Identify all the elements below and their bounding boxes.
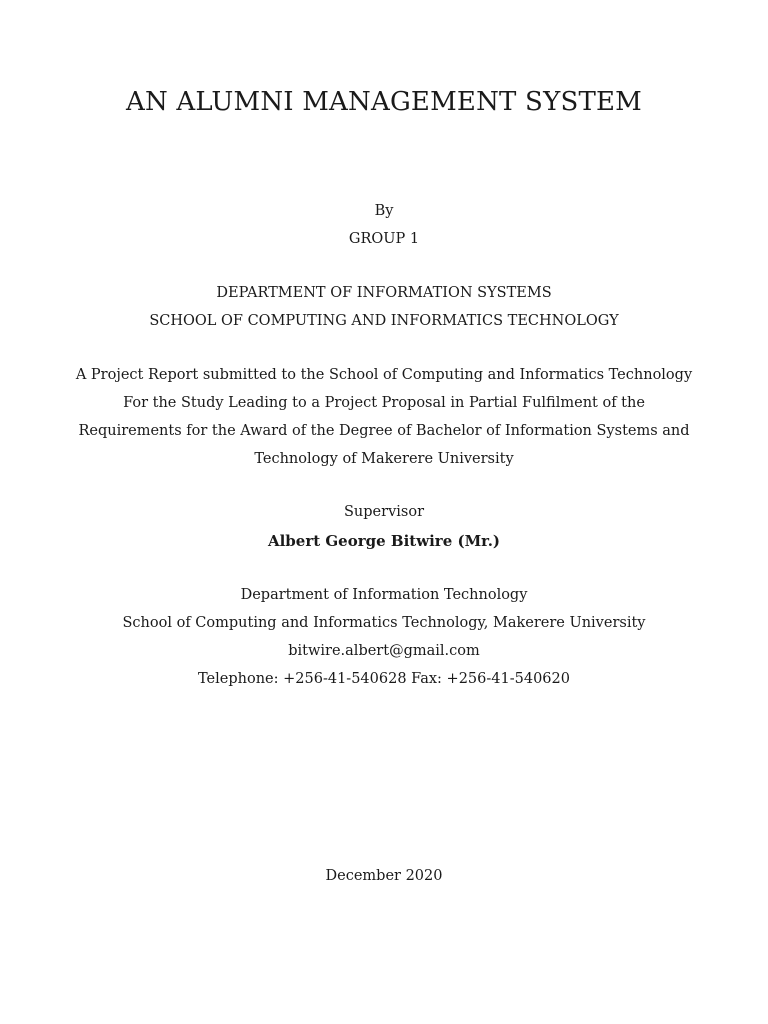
supervisor-department: Department of Information Technology [240,587,528,603]
author-name: GROUP 1 [348,231,420,247]
submission-date: December 2020 [325,868,443,884]
statement-line-3: Requirements for the Award of the Degree of Bachelor of Information Systems and [78,423,690,439]
document-title: AN ALUMNI MANAGEMENT SYSTEM [126,87,642,117]
department-name: DEPARTMENT OF INFORMATION SYSTEMS [216,285,552,301]
statement-line-1: A Project Report submitted to the School of Computing and Informatics Technology [75,367,693,383]
supervisor-contact: Telephone: +256-41-540628 Fax: +256-41-540620 [198,671,570,687]
supervisor-label: Supervisor [344,504,424,520]
statement-line-2: For the Study Leading to a Project Proposal in Partial Fulfilment of the [123,395,645,411]
by-label: By [374,203,394,219]
statement-line-4: Technology of Makerere University [254,451,514,467]
supervisor-email: bitwire.albert@gmail.com [288,643,480,659]
supervisor-name: Albert George Bitwire (Mr.) [267,532,501,550]
school-name: SCHOOL OF COMPUTING AND INFORMATICS TECHNOLOGY [149,313,619,329]
supervisor-affiliation: School of Computing and Informatics Technology, Makerere University [122,615,646,631]
